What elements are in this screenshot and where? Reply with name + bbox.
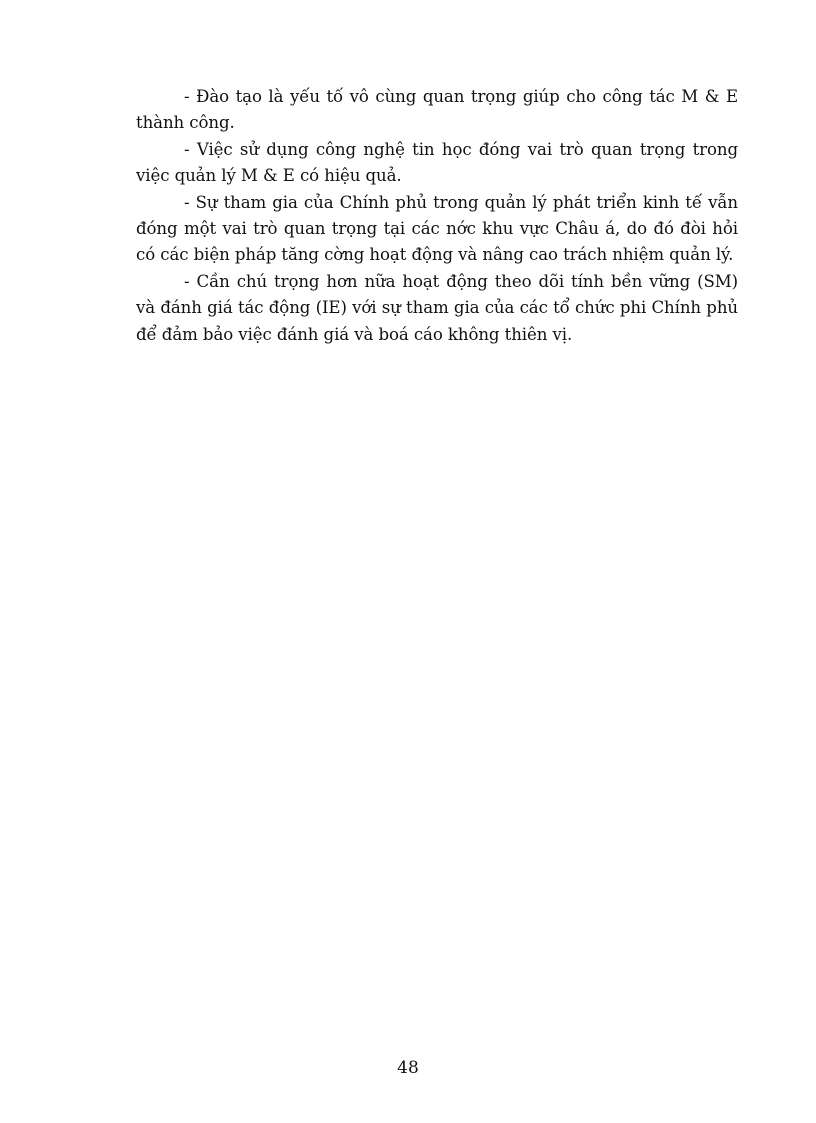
body-text: [136, 84, 738, 348]
paragraph-training: - Đào tạo là yếu tố vô cùng quan trọng giúp cho công tác M & E thành công.: [136, 87, 738, 133]
paragraph-it-usage: - Việc sử dụng công nghệ tin học đóng vai trò quan trọng trong việc quản lý M & E có hiệu quả.: [136, 139, 738, 186]
paragraph-sustainability-monitoring: - Cần chú trọng hơn nữa hoạt động theo dõi tính bền vững (SM) và đánh giá tác động (IE) với sự tham gia của các tổ chức phi Chính phủ để đảm bảo việc đánh giá và boá cáo không thiên vị.: [136, 271, 738, 344]
paragraph-government-role: - Sự tham gia của Chính phủ trong quản lý phát triển kinh tế vẫn đóng một vai trò quan trọng tại các nớc khu vực Châu á, do đó đòi hỏi có các biện pháp tăng cờng hoạt động và nâng cao trách nhiệm quản lý.: [136, 192, 738, 265]
page-number: 48: [397, 1058, 419, 1078]
